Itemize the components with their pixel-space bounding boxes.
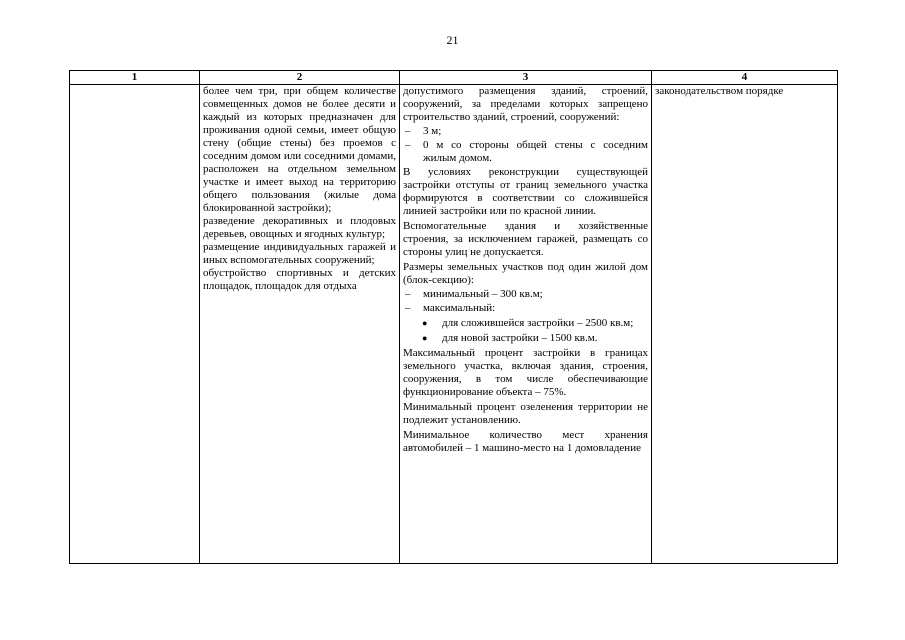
bullet-marker: ●	[422, 318, 428, 328]
col3-auxiliary-text: Вспомогательные здания и хозяйственные строения, за исключением гаражей, размещать со стороны улиц не допускается.	[403, 220, 648, 258]
table-row	[70, 85, 838, 564]
cell-col3	[400, 85, 652, 564]
column-header-3: 3	[400, 71, 652, 85]
dash-marker: –	[405, 302, 411, 314]
max-existing-text: для сложившейся застройки – 2500 кв.м;	[442, 317, 634, 329]
cell-col2	[200, 85, 400, 564]
max-new-text: для новой застройки – 1500 кв.м.	[442, 332, 598, 344]
column-header-1: 1	[70, 71, 200, 85]
column-header-4: 4	[652, 71, 838, 85]
list-item	[403, 302, 648, 315]
list-item	[403, 125, 648, 138]
setback-3m-text: 3 м;	[423, 125, 442, 137]
list-item	[403, 139, 648, 165]
col3-intro-text: допустимого размещения зданий, строений, сооружений, за пределами которых запрещено строительство зданий, строений, сооружений:	[403, 85, 648, 123]
col3-max-percent-text: Максимальный процент застройки в границах земельного участка, включая здания, строения, сооружения, в том числе обеспечивающие функционирование объекта – 75%.	[403, 347, 648, 398]
min-size-text: минимальный – 300 кв.м;	[423, 288, 543, 300]
col2-garages-text: размещение индивидуальных гаражей и иных вспомогательных сооружений;	[203, 241, 396, 266]
table-header-row	[70, 71, 838, 85]
dash-marker: –	[405, 139, 411, 151]
page-number: 21	[446, 33, 459, 47]
max-size-text: максимальный:	[423, 302, 496, 314]
col3-reconstruction-text: В условиях реконструкции существующей застройки отступы от границ земельного участка формируются в соответствии со сложившейся линией застройки или по красной линии.	[403, 166, 648, 217]
cell-col4: законодательством порядке	[652, 85, 838, 564]
col2-blocked-housing-text: более чем три, при общем количестве совмещенных домов не более десяти и каждый из которых предназначен для проживания одной семьи, имеет общую стену (общие стены) без проемов с соседним домом или соседними домами, расположен на отдельном земельном участке и имеет выход на территорию общего пользования (жилые дома блокированной застройки);	[203, 85, 396, 214]
list-item	[403, 288, 648, 301]
list-item	[403, 332, 648, 345]
col3-sizes-intro-text: Размеры земельных участков под один жилой дом (блок-секцию):	[403, 261, 648, 286]
dash-marker: –	[405, 288, 411, 300]
setback-0m-text: 0 м со стороны общей стены с соседним жилым домом.	[423, 139, 648, 164]
col3-min-parking-text: Минимальное количество мест хранения автомобилей – 1 машино-место на 1 домовладение	[403, 429, 648, 454]
bullet-marker: ●	[422, 333, 428, 343]
dash-marker: –	[405, 125, 411, 137]
list-item	[403, 317, 648, 330]
cell-col1	[70, 85, 200, 564]
col3-min-green-text: Минимальный процент озеленения территории не подлежит установлению.	[403, 401, 648, 426]
col2-playgrounds-text: обустройство спортивных и детских площадок, площадок для отдыха	[203, 267, 396, 292]
column-header-2: 2	[200, 71, 400, 85]
col2-trees-text: разведение декоративных и плодовых деревьев, овощных и ягодных культур;	[203, 215, 396, 240]
regulations-table	[69, 70, 838, 564]
